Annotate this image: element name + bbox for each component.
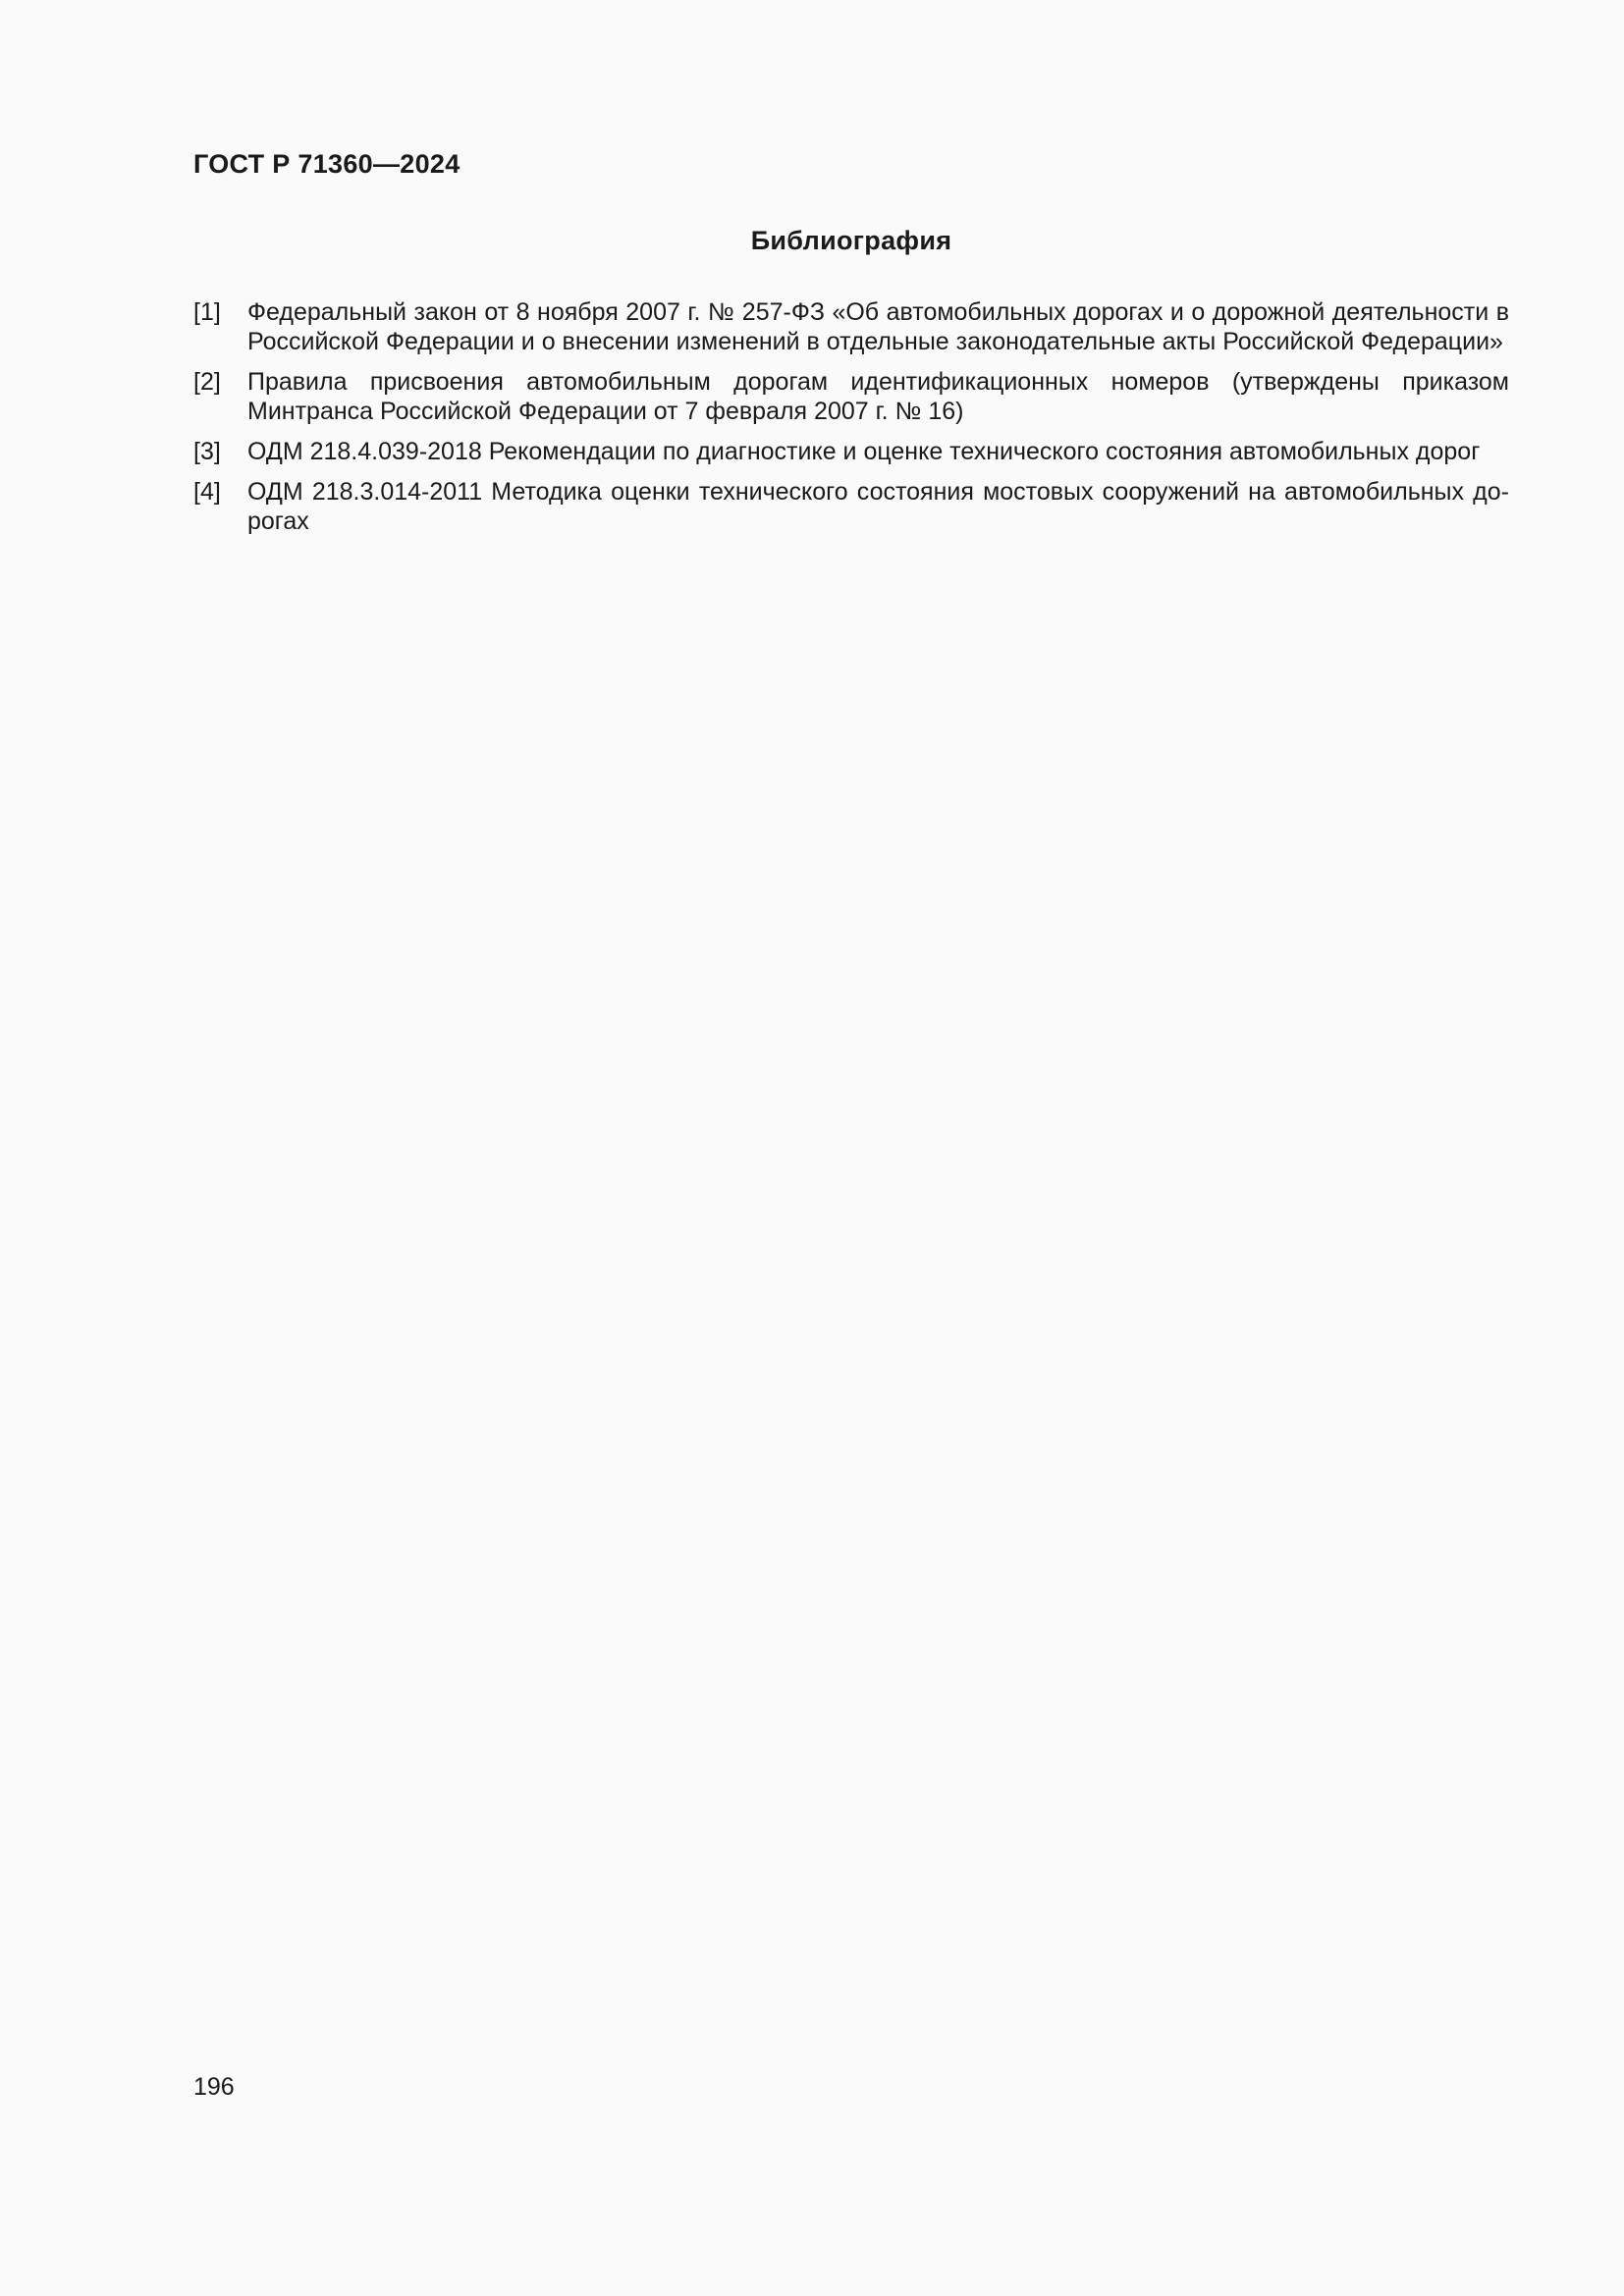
bibliography-item-number: [4] [193, 478, 221, 506]
bibliography-item [193, 437, 1509, 466]
document-code-header: ГОСТ Р 71360—2024 [193, 149, 460, 179]
bibliography-item [193, 477, 1509, 536]
bibliography-item-number: [3] [193, 438, 221, 465]
bibliography-item [193, 297, 1509, 356]
bibliography-item-number: [1] [193, 298, 221, 326]
bibliography-item-number: [2] [193, 368, 221, 396]
bibliography-title: Библиография [750, 226, 952, 255]
bibliography-item-text: ОДМ 218.4.039-2018 Рекомендации по диагностике и оценке технического состояния автомобильных дорог [247, 438, 1481, 465]
bibliography-item [193, 367, 1509, 426]
page-number: 196 [193, 2073, 235, 2101]
bibliography-item-text: Федеральный закон от 8 ноября 2007 г. № 257-ФЗ «Об автомобильных дорогах и о дорожной деятельности в Российской Федерации и о внесении изменений в отдельные законодательные акты Российской Федерации» [247, 298, 1509, 355]
bibliography-item-text: Правила присвоения автомобильным дорогам идентификационных номеров (утверждены приказом Минтранса Российской Федерации от 7 февраля 2007 г. № 16) [247, 368, 1509, 425]
bibliography-item-text: ОДМ 218.3.014-2011 Методика оценки технического состояния мостовых сооружений на автомобильных дорогах [247, 478, 1509, 535]
bibliography-list [193, 297, 1509, 547]
